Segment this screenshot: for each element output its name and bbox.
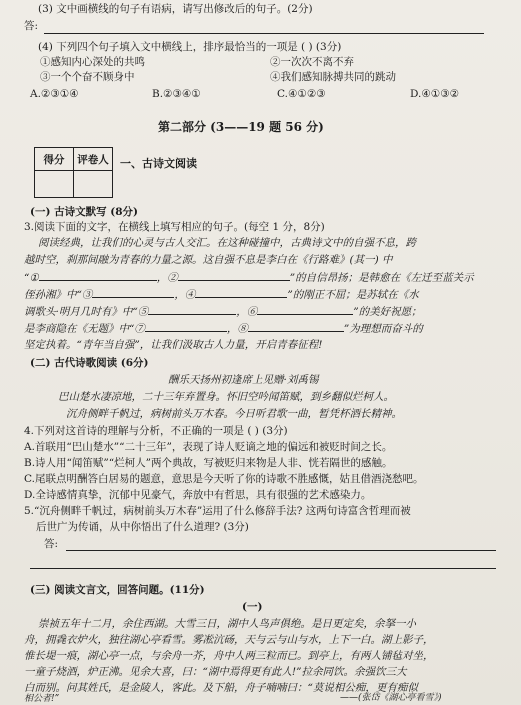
poem-line-2: 沉舟侧畔千帆过，病树前头万木春。今日听君歌一曲，暂凭杯酒长精神。 (66, 408, 402, 420)
blank-1[interactable] (39, 270, 157, 281)
question-3-text: (3) 文中画横线的句子有语病，请写出修改后的句子。(2分) (38, 3, 313, 15)
passage-line-2: 越时空，刹那间融为青春的力量之源。这自强不息是李白在《行路难》(其一) 中 (24, 254, 393, 266)
classical-line-4: 一童子烧酒，炉正沸。见余大喜，曰：“湖中焉得更有此人!”拉余同饮。余强饮三大 (24, 666, 407, 678)
blank-8[interactable] (248, 321, 344, 332)
blank-2[interactable] (178, 270, 290, 281)
classical-line-1: 崇祯五年十二月，余住西湖。大雪三日，湖中人鸟声俱绝。是日更定矣，余拏一小 (38, 618, 416, 630)
passage-line-3 (24, 270, 521, 285)
passage-line-4-tail: ”的刚正不屈；是苏轼在《水 (287, 289, 419, 301)
choice-c[interactable]: C.④①②③ (277, 88, 326, 100)
blank-4[interactable] (195, 287, 287, 298)
classical-line-3: 惟长堤一痕，湖心亭一点，与余舟一芥，舟中人两三粒而已。到亭上，有两人铺毡对坐， (24, 650, 434, 662)
passage-line-1: 阅读经典，让我们的心灵与古人交汇。在这种碰撞中，古典诗文中的自强不息，跨 (38, 237, 416, 249)
item-c[interactable]: C.尾联点明酬答白居易的题意，意思是今天听了你的诗歌不胜感慨，姑且借酒浇愁吧。 (24, 473, 424, 485)
blank-7-label: 是李商隐在《无题》中“⑦ (24, 323, 145, 335)
passage-line-5-tail: ”的美好祝愿； (353, 306, 422, 318)
blank-6-label: ，⑥ (236, 306, 258, 318)
blank-5-label: 调歌头·明月几时有》中“⑤ (24, 306, 149, 318)
question-4-main: 4.下列对这首诗的理解与分析，不正确的一项是 ( ) (3分) (24, 425, 288, 437)
passage-line-7: 坚定执着。“青年当自强”，让我们汲取古人力量，开启青春征程! (24, 339, 323, 351)
choice-b[interactable]: B.②③④① (152, 88, 201, 100)
choice-a[interactable]: A.②③①④ (30, 88, 79, 100)
answer-label-2: 答: (44, 538, 59, 550)
source-citation: ——(张岱《湖心亭看雪》) (340, 693, 442, 703)
classical-line-5: 白而别。问其姓氏，是金陵人，客此。及下船，舟子喃喃曰：“莫说相公痴，更有痴似 (24, 682, 418, 694)
grader-cell[interactable] (74, 171, 113, 198)
passage-line-3-tail: ”的自信昂扬；是韩愈在《左迁至蓝关示 (289, 272, 474, 284)
part-two-title: 第二部分 (3——19 题 56 分) (158, 120, 324, 134)
option-4: ④我们感知脉搏共同的跳动 (270, 71, 396, 83)
blank-4-label: ，④ (174, 289, 196, 301)
item-a[interactable]: A.首联用“巴山楚水”“二十三年”，表现了诗人贬谪之地的偏远和被贬时间之长。 (24, 441, 393, 453)
answer-line-2[interactable] (66, 550, 496, 551)
grader-header: 评卷人 (74, 148, 113, 171)
blank-6[interactable] (257, 304, 353, 315)
passage-line-6 (24, 321, 521, 336)
answer-line[interactable] (44, 33, 484, 34)
score-header: 得分 (35, 148, 74, 171)
section-one-title: 一、古诗文阅读 (120, 157, 197, 170)
blank-8-label: ，⑧ (226, 323, 248, 335)
option-3: ③一个个奋不顾身中 (40, 71, 135, 83)
subsection-2-title: (二) 古代诗歌阅读 (6分) (30, 357, 149, 369)
item-d[interactable]: D.全诗感情真挚，沉郁中见豪气，奔放中有哲思，具有很强的艺术感染力。 (24, 489, 372, 501)
poem-line-1: 巴山楚水凄凉地，二十三年弃置身。怀旧空吟闻笛赋，到乡翻似烂柯人。 (58, 391, 394, 403)
question-3-main: 3.阅读下面的文字，在横线上填写相应的句子。(每空 1 分，8分) (24, 221, 325, 233)
score-cell[interactable] (35, 171, 74, 198)
score-table (34, 147, 113, 198)
blank-3[interactable] (92, 287, 174, 298)
blank-5[interactable] (148, 304, 236, 315)
blank-7[interactable] (145, 321, 227, 332)
option-1: ①感知内心深处的共鸣 (40, 56, 145, 68)
question-4-text: (4) 下列四个句子填入文中横线上，排序最恰当的一项是 ( ) (3分) (38, 41, 342, 53)
option-2: ②一次次不离不弃 (270, 56, 354, 68)
blank-2-label: ，② (156, 272, 178, 284)
question-5-line-1: 5.“沉舟侧畔千帆过，病树前头万木春”运用了什么修辞手法? 这两句诗富含哲理而被 (24, 505, 411, 517)
answer-line-3[interactable] (30, 568, 496, 569)
classical-line-6: 相公者!” (24, 694, 60, 704)
passage-line-5 (24, 304, 521, 319)
choice-d[interactable]: D.④①③② (410, 88, 460, 100)
item-b[interactable]: B.诗人用“闻笛赋”“烂柯人”两个典故，写被贬归来物是人非、恍若隔世的感触。 (24, 457, 393, 469)
question-5-line-2: 后世广为传诵，从中你悟出了什么道理? (3分) (36, 521, 249, 533)
blank-3-label: 侄孙湘》中“③ (24, 289, 93, 301)
part-one-marker: (一) (242, 601, 263, 613)
passage-line-6-tail: ”为理想而奋斗的 (343, 323, 423, 335)
poem-title: 酬乐天扬州初逢席上见赠·刘禹锡 (168, 374, 319, 386)
classical-line-2: 舟，拥毳衣炉火，独往湖心亭看雪。雾凇沆砀，天与云与山与水，上下一白。湖上影子， (24, 634, 434, 646)
subsection-3-title: (三) 阅读文言文，回答问题。(11分) (30, 584, 205, 596)
answer-label: 答: (24, 20, 39, 32)
blank-1-label: “① (24, 272, 39, 284)
subsection-1-title: (一) 古诗文默写 (8分) (30, 206, 138, 218)
passage-line-4 (24, 287, 521, 302)
